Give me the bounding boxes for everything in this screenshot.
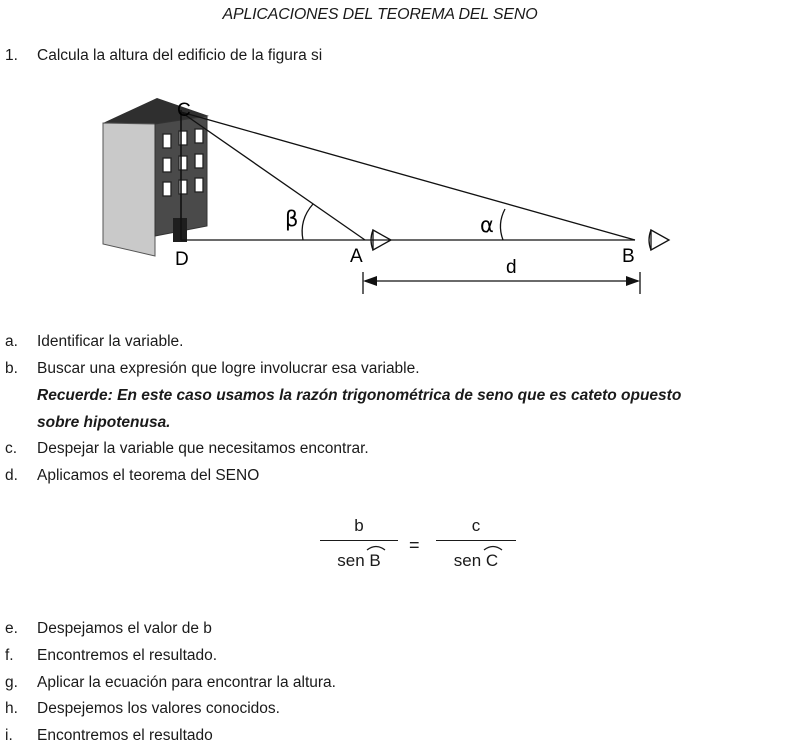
left-den-prefix: sen	[337, 551, 370, 570]
page-title: APLICACIONES DEL TEOREMA DEL SENO	[222, 6, 538, 23]
label-c: C	[177, 100, 191, 121]
step-b-text: Buscar una expresión que logre involucrar esa variable.	[37, 360, 420, 377]
problem-text: Calcula la altura del edificio de la figura si	[37, 47, 323, 64]
label-beta: β	[285, 207, 299, 231]
left-numerator: b	[354, 516, 364, 535]
right-numerator: c	[471, 516, 481, 535]
building-front	[103, 123, 155, 256]
step-h-marker: h.	[5, 700, 18, 717]
step-c-text: Despejar la variable que necesitamos encontrar.	[37, 440, 369, 457]
step-d-text: Aplicamos el teorema del SENO	[37, 467, 260, 484]
step-f	[5, 646, 217, 666]
label-alpha: α	[480, 213, 494, 237]
angle-alpha-arc	[500, 209, 505, 240]
step-c	[5, 439, 369, 459]
right-den-prefix: sen	[453, 551, 486, 570]
step-i-marker: i.	[5, 727, 13, 744]
note-line-1: Recuerde: En este caso usamos la razón trigonométrica de seno que es cateto opuesto	[37, 387, 682, 404]
step-h-text: Despejemos los valores conocidos.	[37, 700, 280, 717]
step-c-marker: c.	[5, 440, 18, 457]
fraction-left	[320, 516, 398, 571]
step-e-marker: e.	[5, 620, 18, 637]
sight-line-b	[181, 112, 635, 240]
step-d	[5, 466, 259, 486]
building-windows	[163, 129, 203, 196]
equals-sign: =	[409, 535, 420, 555]
right-den-angle: C	[485, 551, 499, 570]
step-d-marker: d.	[5, 467, 18, 484]
left-den-angle: B	[369, 551, 381, 570]
problem-marker: 1.	[5, 47, 18, 64]
step-g-marker: g.	[5, 674, 18, 691]
building-door	[173, 218, 187, 242]
step-a	[5, 332, 183, 352]
law-of-sines-formula	[318, 510, 528, 590]
step-a-marker: a.	[5, 333, 18, 350]
step-h	[5, 699, 280, 719]
step-f-marker: f.	[5, 647, 14, 664]
fraction-right	[436, 516, 516, 571]
step-i-text: Encontremos el resultado	[37, 727, 213, 744]
step-e	[5, 619, 212, 639]
problem-statement	[5, 46, 322, 66]
step-i	[5, 726, 213, 746]
label-b: B	[622, 246, 635, 267]
distance-arrow-right	[626, 276, 640, 286]
note-line-2: sobre hipotenusa.	[37, 414, 171, 431]
label-a: A	[350, 246, 363, 267]
step-g-text: Aplicar la ecuación para encontrar la altura.	[37, 674, 336, 691]
distance-arrow-left	[363, 276, 377, 286]
sight-line-a	[181, 112, 365, 240]
step-a-text: Identificar la variable.	[37, 333, 184, 350]
step-f-text: Encontremos el resultado.	[37, 647, 218, 664]
step-b-marker: b.	[5, 360, 18, 377]
label-d: D	[175, 249, 189, 270]
step-g	[5, 673, 336, 693]
step-e-text: Despejamos el valor de b	[37, 620, 212, 637]
angle-beta-arc	[302, 204, 313, 240]
observer-eye-b	[649, 230, 669, 250]
building-figure	[95, 96, 705, 301]
step-b	[5, 359, 420, 379]
label-d-distance: d	[506, 257, 517, 278]
